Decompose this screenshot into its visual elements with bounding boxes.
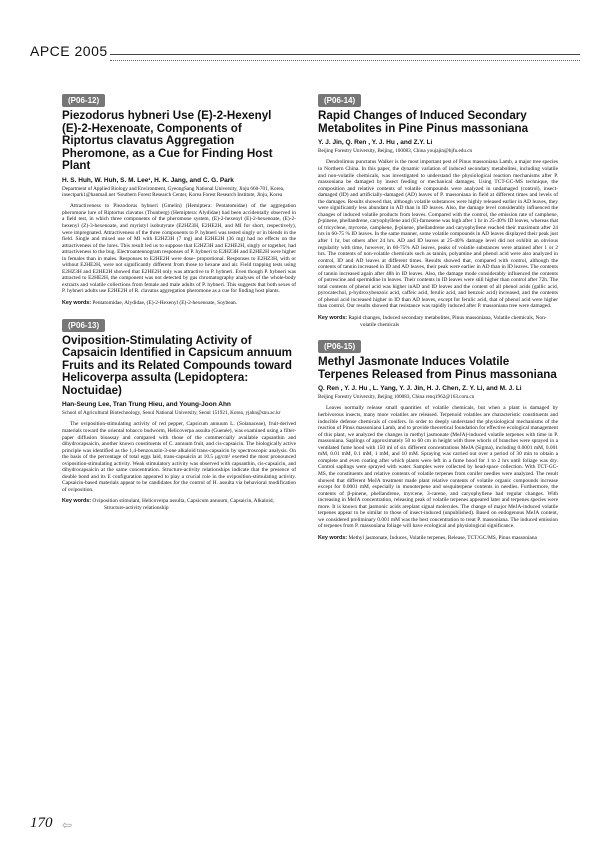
abstract-block (318, 336, 558, 541)
abstract-title: Methyl Jasmonate Induces Volatile Terpenes Released from Pinus massoniana (318, 355, 557, 381)
abstract-text: The oviposition-stimulating activity of red pepper, Capsicum annuum L. (Solanaceae), fruit-derived materials toward the oriental tobacco budworm, Helicoverpa assulta (Guenée), was examined using a filter-paper diffusion bioassay and compared with those of the commercially available capsanthin and dihydrocapsaicin, another known constituents of C. annuum fruit, and cis-capsaicin. The biologically active principle was identified as the 1,4-benzoxazin-3-one alkaloid trans-capsaicin by spectroscopic analysis. On the basis of the percentage of total eggs laid, trans-capsaicin at 10.5 μg/cm² exerted the most pronounced oviposition-stimulating activity. Weak stimulatory activity was observed with capsanthin, cis-capsaicin, and dihydrocapsaicin at the same concentration. Structure-activity relationships indicate that the presence of double bond and its E configuration appeared to play a crucial role in the oviposition-stimulating activity. Capsaicin-based materials appear to be candidates for the control of H. assulta via behavioral modification of oviposition. (62, 421, 296, 493)
abstract-authors: Han-Seung Lee, Tran Trung Hieu, and Young-Joon Ahn (62, 401, 231, 409)
abstract-authors: Y. J. Jin, Q. Ren , Y. J. Hu , and Z.Y. Li (318, 139, 433, 146)
keywords-label: Key words: (318, 534, 348, 541)
abstract-authors: H. S. Huh, W. Huh, S. M. Lee¹, H. K. Jang, and C. G. Park (62, 176, 234, 184)
abstract-text: Attractiveness to Piezodorus hybneri (Gmelin) (Hemiptera: Pentatomidae) of the aggregation pheromone lure of Riptortus clavatus (Thunberg) (Hemiptera: Alydidae) had been accidentally observed in a field test, in which three components of the pheromone system, (E)-2-hexenyl (E)-2-hexenoate, (E)-2-hexenyl (Z)-3-hexenoate, and myristyl isobutyrate (E2HZ3H, E2HE2H, and MI for short, respectively), were impregnated. Attractiveness of the three components to P. hybneri was tested singly or in blends in the field. Single and mixed use of MI with E2HZ3H (7 mg) and E2HE2H (36 mg) had no effects on the attractiveness of the lures. This result led us to suppose that E2HZ3H and E2HE2H, singly or together, had attractiveness to the bug. Electroantennogram responses of P. hybneri to E2HZ3H and E2HE2H were higher in females than in males. Responses to E2HE2H were dose- proportional. Responses to E2HZ3H, with or without E2HE2H, were not significantly different from those to hexane and air. Field trapping tests using E2HZ3H and E2HE2H showed that E2HE2H only was attractive to P. hybneri. Even though P. hybneri was attracted to E2HE2H, the component was not detected by gas chromatography analyses of the whole-body extracts and volatile collections from female and male adults of P. hybneri. This suggests that both sexes of P. hybneri adults use E2HE2H of R. clavatus aggregation pheromone as a cue for finding host plants. (62, 203, 296, 295)
keywords-text: Rapid changes, Induced secondary metabolites, Pinus massoniana, Volatile chemicals, Non-volatile chemicals (348, 314, 547, 328)
abstract-authors: Q. Ren , Y. J. Hu , L. Yang, Y. J. Jin, H. J. Chen, Z. Y. Li, and M. J. Li (318, 385, 522, 393)
abstract-affiliation: Beijing Forestry University, Beijing, 100083, China youjajin@bjfu.edu.cn (318, 148, 473, 154)
header-rule (110, 54, 580, 61)
abstract-id-badge: (P06-15) (318, 340, 361, 353)
abstract-id-badge: (P06-12) (62, 94, 105, 107)
abstract-block (62, 90, 296, 307)
back-arrow-icon: ⇦ (62, 818, 73, 832)
keywords (62, 300, 296, 307)
page-number: 170 (30, 815, 53, 831)
journal-header: APCE 2005 (30, 43, 108, 59)
keywords-text: Oviposition stimulant, Helicoverpa assulta, Capsicum annuum, Capsaicin, Alkaloid, Structure-activity relationship (92, 498, 274, 511)
abstract-affiliation: Beijing Forestry University, Beijing 100083, China renq1962@163.com.cn (318, 394, 475, 401)
abstract-title: Oviposition-Stimulating Activity of Capsaicin Identified in Capsicum annuum Fruits and its Related Compounds toward Helicoverpa assulta (Lepidoptera: Noctuidae) (62, 333, 292, 397)
abstract-affiliation: Department of Applied Biology and Environment, GyeongSang National University, Jinju 660-701, Korea, insectpark1@hanmail.net ¹Southern Forest Research Center, Korea Forest Research Institute, Jinju, Korea (62, 185, 285, 198)
keywords (318, 535, 558, 542)
abstract-id-badge: (P06-13) (62, 319, 105, 332)
abstract-block (62, 315, 296, 512)
left-column (62, 90, 296, 520)
keywords-text: Methyl jasmonate, Induces, Volatile terpenes, Release, TCT/GC/MS, Pinus massoniana (348, 534, 537, 541)
abstract-affiliation: School of Agricultural Biotechnology, Seoul National University, Seoul 151921, Korea, yjahn@snu.ac.kr (62, 410, 281, 417)
abstract-title: Rapid Changes of Induced Secondary Metabolites in Pine Pinus massoniana (318, 109, 529, 135)
abstract-title: Piezodorus hybneri Use (E)-2-Hexenyl (E)-2-Hexenoate, Components of Riptortus clavatus Aggregation Pheromone, as a Cue for Finding Host Plant (62, 109, 273, 172)
keywords-text: Pentatomidae, Alydidae, (E)-2-Hexenyl (E)-2-hexenoate, Soybean. (92, 299, 238, 306)
abstract-text: Leaves normally release small quantities of volatile chemicals, but when a plant is damaged by herbivorous insects, many more volatiles are released. Terpenoid volatiles are characteristic constituents and inducible defense chemicals of conifers. In order to deeply understand the physiological mechanisms of the reaction of Pinus massoniana Lamb, and to provide theoretical foundation for effective ecological management of this plant, we analyzed the changes in methyl jasmonate (MeJA)-induced volatile terpenes with time in P. massoniana. Saplings of approximately 50 to 60 cm in height with three whorls of branches were sprayed in a ventilated fume hood with 150 ml of six different concentrations MeJA (Sigma), including 0.0001 mM, 0.001 mM, 0.01 mM, 0.1 mM, 1 mM, and 10 mM. Spraying was carried out over a period of 30 min to obtain a complete and even coating after which plants were left in a fume hood for 1 to 2 hrs until foliage was dry. Control saplings were sprayed with water. Samples were collected by head-space collection. With TCT-GC-MS, the constituents and relative contents of volatile terpenes from conifer needles were analyzed. The result showed that different MeJA treatment made plant relative contents of volatile organic compounds increase except for 0.0001 mM, especially in monoterpene and sesquiterpene contents in needles. Furthermore, the contents of β-pinene, phellandrene, myrcene, 3-carene, and caryophyllene had regular changes. With increasing in MeJA concentration, releasing peak of volatile terpenes appeared later and terpenes species were more. It is known that jasmonic acids areplant signal molecules. The change of major MeJA-induced volatile terpenes appear to be similar to those of insect-induced (unpublished). Based on endogenous MeJA content, we considered preliminary 0.001 mM was the best concentration to treat P. massoniana. The induced emission of terpenes from P. massoniana foliage will have ecological and physiological significance. (318, 405, 558, 530)
keywords (318, 315, 558, 328)
keywords-label: Key words: (62, 299, 92, 306)
keywords-label: Key words: (318, 314, 348, 321)
keywords (62, 498, 296, 511)
keywords-label: Key words: (62, 498, 92, 505)
abstract-id-badge: (P06-14) (318, 94, 361, 107)
abstract-text: Dendrolimus punctatus Walker is the most important pest of Pinus massoniana Lamb, a major tree species in Northern China. In this paper, the dynamic variation of induced secondary metabolites, including volatile and non-volatile chemicals, was investigated to understand the physiological reaction mechanisms after P. massoniana be damaged by insect feeding or mechanical damages. Using TCT-GC-MS technique, the composition and relative contents of volatile compounds were analyzed in undamaged (control), insect-damaged (ID) and artificially-damaged (AD) leaves of P. massoniana in field at different times and levels of the damages. Results showed that, although volatile substances were highly released earlier in AD leaves, they were significantly less abundant in AD than in ID leaves. Also, the damage level considerably influenced the changes of induced volatile products from leaves. Compared with the control, the emission rate of camphene, β-pinene, phellandrene, caryophyllene and (E)-farnesene was high after 1 hr in 25-40% ID leaves, whereas that of tricyclene, myrcene, camphene, β-pinene, phellandrene and caryophyllene reached their maximum after 24 hrs in 60-75 % ID leaves. In the same manner, some volatile compounds in AD leaves displayed their peak just after 1 hr, but others after 24 hrs. AD and ID leaves at 25-40% damage level did not exhibit an obvious regularity with time, however, in 60-75% AD leaves, peaks of volatile substances were attained after 1 or 2 hrs. The contents of non-volatile chemicals such as tannin, polyamine and phenol acid were also analyzed in control, ID and AD leaves at different times. Results showed that, compared with control, although the contents of tannin increased in ID and AD leaves, their peak were earlier in AD than in ID leaves. The contents of tannin increased again after 48h in ID leaves. Also, the damage mode considerably influenced the contents of putrescine and spermidine in leaves. Their contents in ID leaves were still higher than control after 72h. The total contents of phenol acid was higher inAD and ID leaves and the content of all phenol acids (gallic acid, pyrocatechol, p-hydroxybenzoic acid, caffeic acid, ferulic acid, and benzoic acid) increased, and the contents of phenol acid increased higher in ID than AD leaves, except for ferulic acid, that of phenol acid were higher than control. Our results showed that resistance was rapidly induced after P. massoniana tree were damaged. (318, 159, 558, 310)
right-column (318, 90, 558, 549)
abstract-block (318, 90, 558, 328)
